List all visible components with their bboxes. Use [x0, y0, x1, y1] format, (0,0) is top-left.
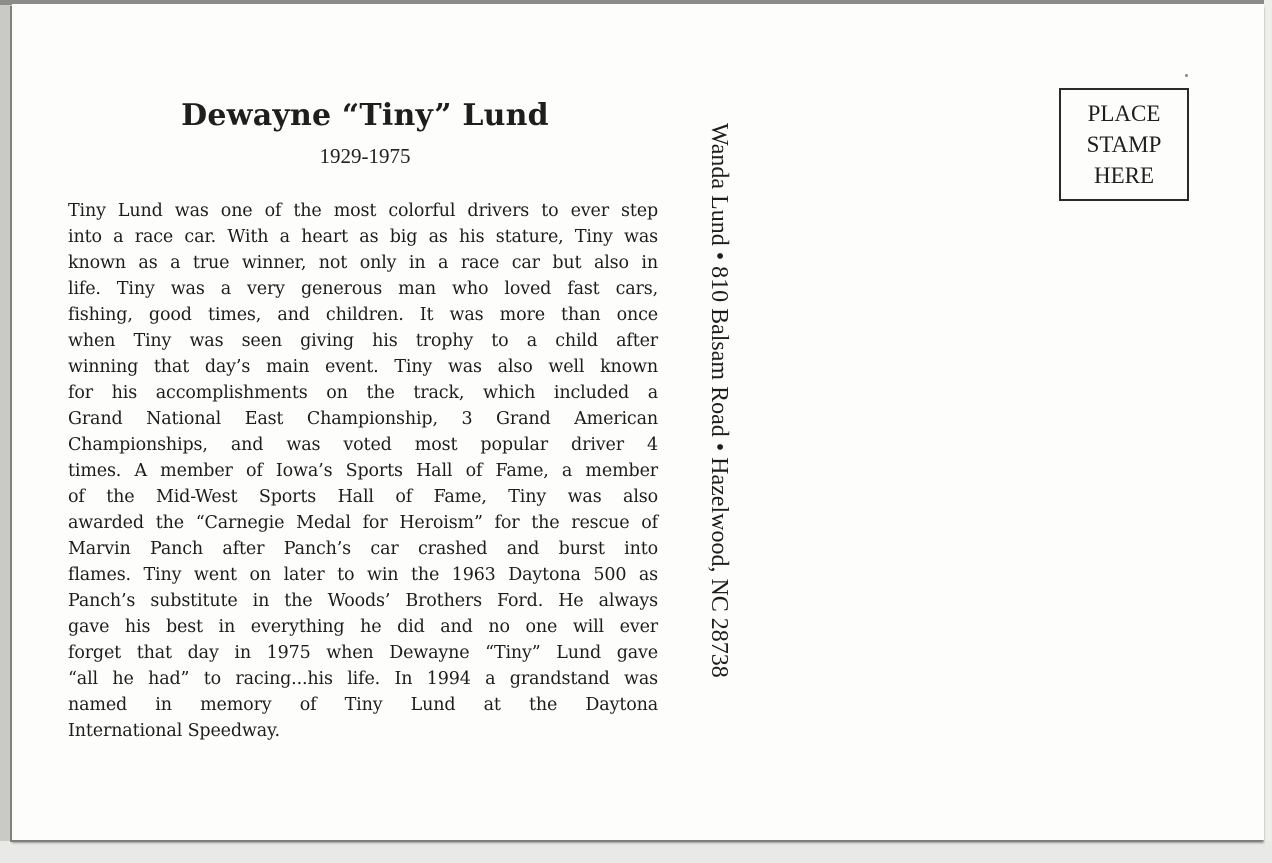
biography-line: gave his best in everything he did and no one will ever — [68, 617, 658, 637]
biography-text — [68, 198, 658, 744]
postcard-years: 1929-1975 — [319, 144, 411, 168]
biography-line: forget that day in 1975 when Dewayne “Tiny” Lund gave — [68, 643, 658, 663]
biography-line: known as a true winner, not only in a race car but also in — [68, 253, 658, 273]
stamp-box-line: STAMP — [1086, 132, 1162, 157]
postcard-title: Dewayne “Tiny” Lund — [181, 98, 549, 133]
scan-edge-bottom — [0, 841, 1272, 863]
place-stamp-box — [1059, 88, 1189, 201]
biography-line: “all he had” to racing...his life. In 1994 a grandstand was — [68, 669, 658, 689]
scan-speck — [1185, 74, 1188, 77]
return-address-block — [697, 123, 741, 768]
biography-line: into a race car. With a heart as big as his stature, Tiny was — [68, 227, 658, 247]
biography-line: named in memory of Tiny Lund at the Daytona — [68, 695, 658, 715]
stamp-box-line: PLACE — [1087, 101, 1161, 126]
biography-line: for his accomplishments on the track, which included a — [68, 383, 658, 403]
biography-line: when Tiny was seen giving his trophy to a child after — [68, 331, 658, 351]
biography-line: flames. Tiny went on later to win the 1963 Daytona 500 as — [68, 565, 658, 585]
biography-line: times. A member of Iowa’s Sports Hall of Fame, a member — [68, 461, 658, 481]
return-address: Wanda Lund • 810 Balsam Road • Hazelwood, NC 28738 — [706, 123, 732, 678]
biography-line: of the Mid-West Sports Hall of Fame, Tiny was also — [68, 487, 658, 507]
biography-line: Tiny Lund was one of the most colorful drivers to ever step — [68, 201, 658, 221]
biography-line: International Speedway. — [68, 721, 280, 741]
scan-edge-right — [1264, 0, 1272, 863]
biography-line: awarded the “Carnegie Medal for Heroism” for the rescue of — [68, 513, 658, 533]
biography-line: Panch’s substitute in the Woods’ Brothers Ford. He always — [68, 591, 658, 611]
stamp-box-line: HERE — [1093, 163, 1155, 188]
biography-line: fishing, good times, and children. It was more than once — [68, 305, 658, 325]
biography-line: life. Tiny was a very generous man who loved fast cars, — [68, 279, 658, 299]
biography-line: Grand National East Championship, 3 Grand American — [68, 409, 658, 429]
biography-line: winning that day’s main event. Tiny was also well known — [68, 357, 658, 377]
biography-line: Championships, and was voted most popular driver 4 — [68, 435, 658, 455]
biography-line: Marvin Panch after Panch’s car crashed and burst into — [68, 539, 658, 559]
